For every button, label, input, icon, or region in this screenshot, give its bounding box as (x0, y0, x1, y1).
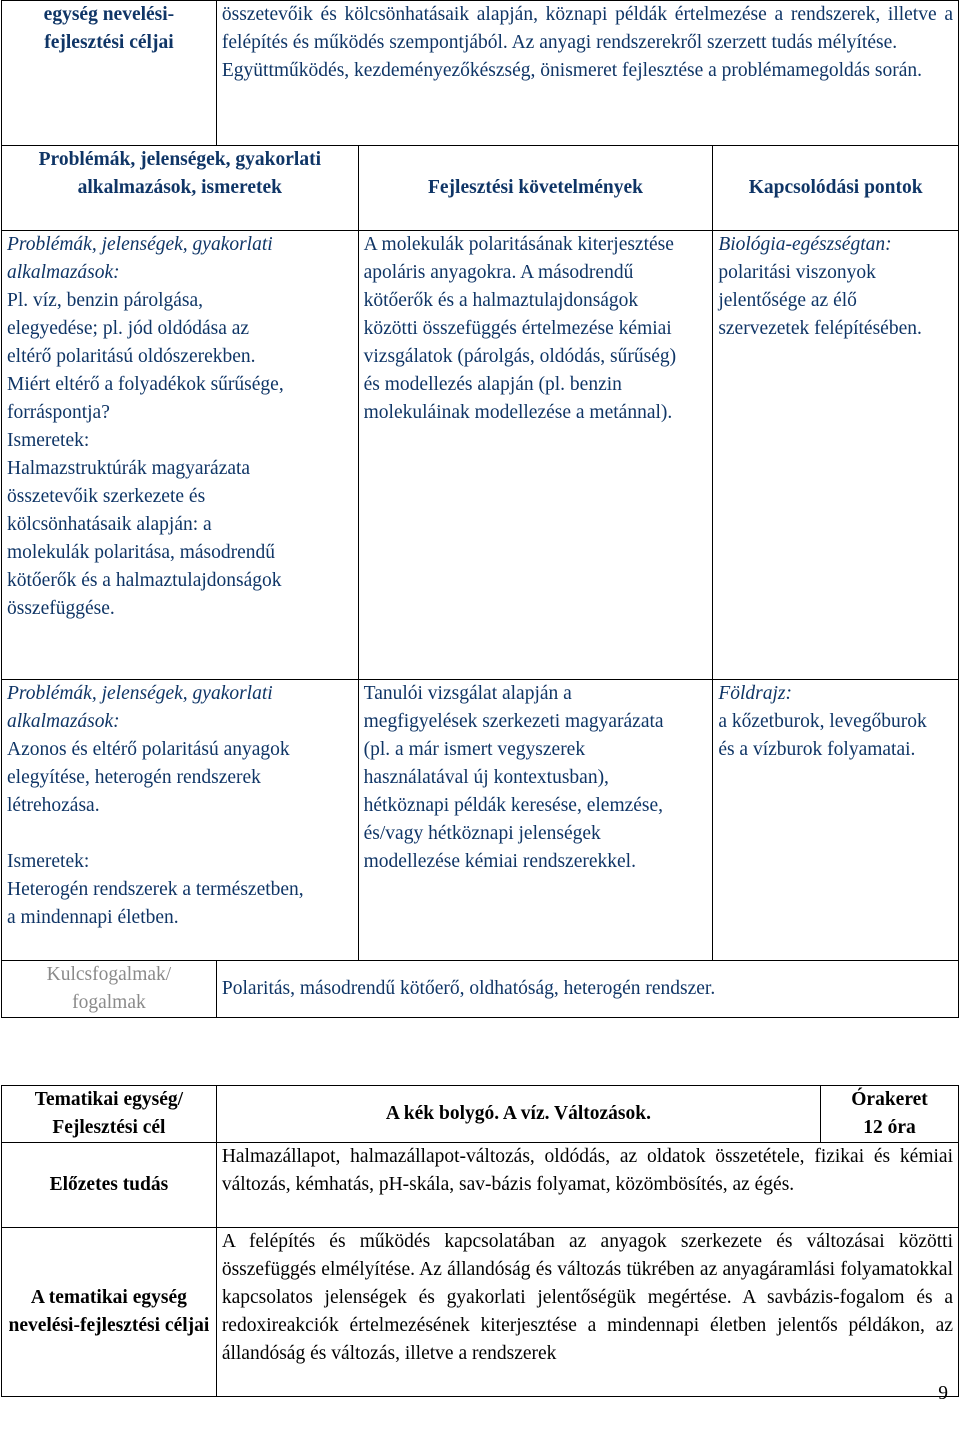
goals-header: egység nevelési-fejlesztési céljai (43, 4, 175, 53)
prior-label: Előzetes tudás (49, 1174, 169, 1195)
unit-goals-row (2, 1228, 959, 1397)
unit-title: A kék bolygó. A víz. Változások. (385, 1103, 651, 1124)
col3-header-cell (713, 146, 959, 231)
knowledge-label: Ismeretek: (7, 430, 90, 451)
keywords-label-line2: fogalmak (72, 992, 146, 1013)
column-header-row (2, 146, 959, 231)
unit-goals-label: A tematikai egység nevelési-fejlesztési céljai (8, 1287, 210, 1336)
unit-title-row (2, 1086, 959, 1143)
goals-text-cell (216, 1, 958, 146)
hours-cell (821, 1086, 959, 1143)
goals-label-cell (2, 1228, 217, 1397)
knowledge-label: Ismeretek: (7, 851, 90, 872)
problems-text: Pl. víz, benzin párolgása, elegyedése; pl. jód oldódása az eltérő polaritású oldószerekben. Miért eltérő a folyadékok sűrűsége, forráspontja? (7, 290, 284, 423)
connections-cell-1 (713, 231, 959, 680)
theme-label-cell (2, 1086, 217, 1143)
connection-text: a kőzetburok, levegőburok és a vízburok folyamatai. (718, 711, 927, 760)
keywords-label-line1: Kulcsfogalmak/ (46, 964, 172, 985)
prior-label-cell (2, 1143, 217, 1228)
col2-header: Fejlesztési követelmények (427, 177, 643, 198)
connection-subject: Biológia-egészségtan: (718, 234, 892, 255)
col3-header: Kapcsolódási pontok (748, 177, 923, 198)
keywords-label-cell (2, 961, 217, 1018)
prior-knowledge-row (2, 1143, 959, 1228)
curriculum-table (1, 0, 959, 1018)
connections-cell-2 (713, 680, 959, 961)
hours-label: Órakeret (851, 1089, 928, 1110)
keywords-text: Polaritás, másodrendű kötőerő, oldhatóság, heterogén rendszer. (221, 978, 716, 999)
goals-line-2: Együttműködés, kezdeményezőkészség, önismeret fejlesztése a problémamegoldás során. (221, 60, 923, 81)
keywords-row (2, 961, 959, 1018)
content-row-2 (2, 680, 959, 961)
col1-header: Problémák, jelenségek, gyakorlati alkalmazások, ismeretek (38, 149, 321, 198)
requirements-cell-1 (358, 231, 713, 680)
problems-text: Azonos és eltérő polaritású anyagok elegyítése, heterogén rendszerek létrehozása. (7, 739, 290, 816)
content-row-1 (2, 231, 959, 680)
prior-text: Halmazállapot, halmazállapot-változás, oldódás, az oldatok összetétele, fizikai és kémiai változás, kémhatás, pH-skála, sav-bázis folyamat, közömbösítés, az égés. (221, 1146, 953, 1195)
unit-title-cell (216, 1086, 820, 1143)
goals-header-cell (2, 1, 217, 146)
theme-label: Tematikai egység/ Fejlesztési cél (34, 1089, 184, 1138)
connection-text: polaritási viszonyok jelentősége az élő szervezetek felépítésében. (718, 262, 922, 339)
keywords-text-cell (216, 961, 958, 1018)
problems-cell-1 (2, 231, 359, 680)
problems-label: Problémák, jelenségek, gyakorlati alkalmazások: (7, 234, 273, 283)
unit-goals-text: A felépítés és működés kapcsolatában az anyagok szerkezete és változásai közötti összefüggés elmélyítése. Az állandóság és változás tükrében az anyagáramlási folyamatokkal kapcsolatos jelenségek és gyakorlati jelentőségük megértése. A savbázis-fogalom és a redoxireakciók értelmezésének kiterjesztése a mindennapi életben jelentős példákon, az állandóság és változás, illetve a rendszerek (221, 1231, 953, 1364)
problems-label: Problémák, jelenségek, gyakorlati alkalmazások: (7, 683, 273, 732)
unit-goals-text-cell (216, 1228, 958, 1397)
col1-header-cell (2, 146, 359, 231)
requirements-text: A molekulák polaritásának kiterjesztése apoláris anyagokra. A másodrendű kötőerők és a halmaztulajdonságok közötti összefüggés értelmezése kémiai vizsgálatok (párolgás, oldódás, sűrűség) és modellezés alapján (pl. benzin molekuláinak modellezése a metánnal). (363, 234, 677, 423)
connection-subject: Földrajz: (718, 683, 792, 704)
knowledge-text: Heterogén rendszerek a természetben, a mindennapi életben. (7, 879, 304, 928)
requirements-text: Tanulói vizsgálat alapján a megfigyelések szerkezeti magyarázata (pl. a már ismert vegyszerek használatával új kontextusban), hétköznapi példák keresése, elemzése, és/vagy hétköznapi jelenségek modellezése kémiai rendszerekkel. (363, 683, 664, 872)
col2-header-cell (358, 146, 713, 231)
goals-row (2, 1, 959, 146)
knowledge-text: Halmazstruktúrák magyarázata összetevőik szerkezete és kölcsönhatásaik alapján: a molekulák polaritása, másodrendű kötőerők és a halmaztulajdonságok összefüggése. (7, 458, 282, 619)
page-number: 9 (938, 1383, 948, 1404)
unit-table (1, 1085, 959, 1397)
goals-line-1: összetevőik és kölcsönhatásaik alapján, köznapi példák értelmezése a rendszerek, illetve a felépítés és működés szempontjából. Az anyagi rendszerekről szerzett tudás mélyítése. (221, 4, 953, 53)
problems-cell-2 (2, 680, 359, 961)
hours-value: 12 óra (863, 1117, 916, 1138)
requirements-cell-2 (358, 680, 713, 961)
prior-text-cell (216, 1143, 958, 1228)
